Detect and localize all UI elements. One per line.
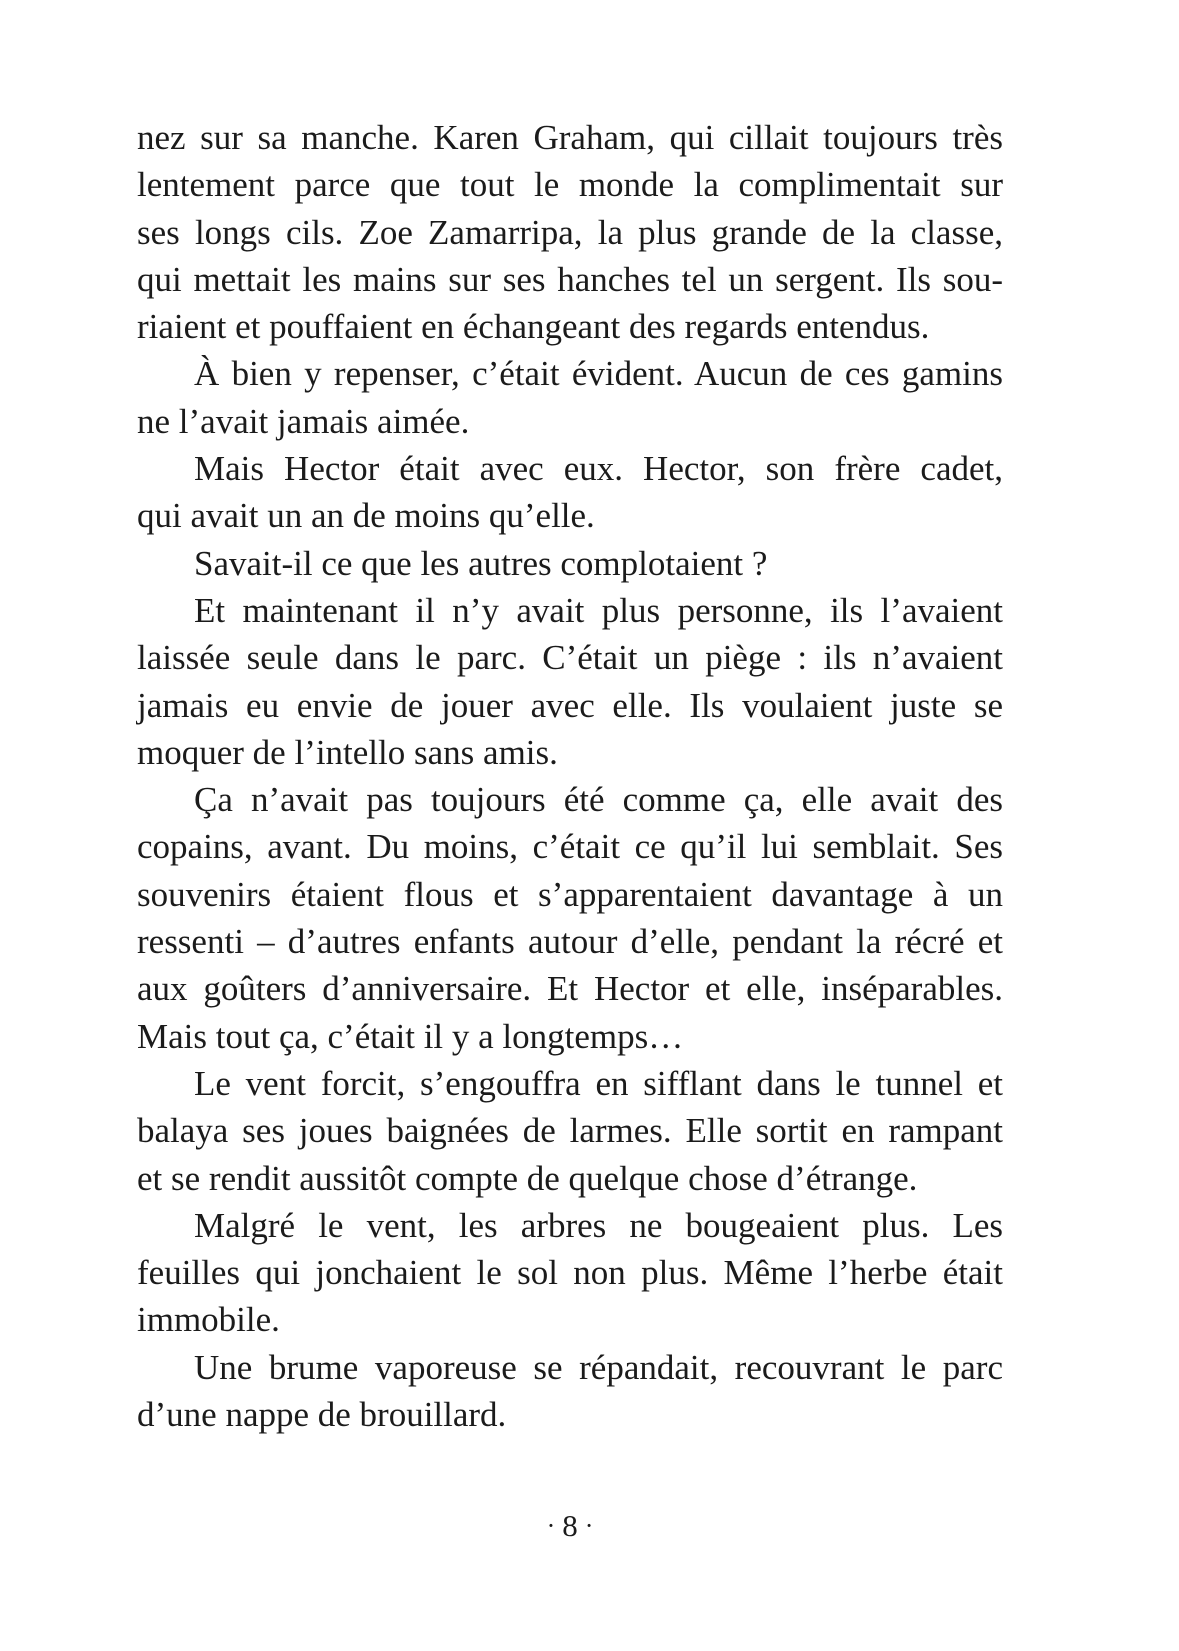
text-line: laissée seule dans le parc. C’était un piège : ils n’avaient	[137, 638, 1003, 678]
text-line: copains, avant. Du moins, c’était ce qu’il lui semblait. Ses	[137, 827, 1003, 867]
text-line: Ça n’avait pas toujours été comme ça, elle avait des	[194, 780, 1003, 820]
text-line: aux goûters d’anniversaire. Et Hector et elle, inséparables.	[137, 969, 1003, 1009]
text-line: riaient et pouffaient en échangeant des regards entendus.	[137, 307, 930, 347]
text-line: Savait-il ce que les autres complotaient ?	[194, 543, 768, 583]
text-line: nez sur sa manche. Karen Graham, qui cillait toujours très	[137, 118, 1003, 157]
text-line: À bien y repenser, c’était évident. Aucun de ces gamins	[194, 354, 1003, 394]
text-line: Mais Hector était avec eux. Hector, son frère cadet,	[194, 449, 1003, 489]
text-line: et se rendit aussitôt compte de quelque chose d’étrange.	[137, 1158, 918, 1198]
text-line: balaya ses joues baignées de larmes. Elle sortit en rampant	[137, 1111, 1003, 1151]
page-text	[137, 114, 1003, 1438]
page-number: 8	[562, 1508, 578, 1543]
page-footer	[137, 1510, 1003, 1542]
page-number-right-dot: ·	[584, 1511, 594, 1540]
text-line: Le vent forcit, s’engouffra en sifflant dans le tunnel et	[194, 1063, 1003, 1103]
text-line: Et maintenant il n’y avait plus personne, ils l’avaient	[194, 590, 1003, 630]
text-line: moquer de l’intello sans amis.	[137, 732, 558, 772]
text-line: ne l’avait jamais aimée.	[137, 401, 470, 441]
text-line: d’une nappe de brouillard.	[137, 1395, 507, 1435]
text-line: feuilles qui jonchaient le sol non plus. Même l’herbe était	[137, 1253, 1003, 1293]
text-line: immobile.	[137, 1300, 280, 1340]
text-line: souvenirs étaient flous et s’apparentaient davantage à un	[137, 874, 1003, 914]
text-line: ses longs cils. Zoe Zamarripa, la plus grande de la classe,	[137, 212, 1003, 252]
text-line: Mais tout ça, c’était il y a longtemps…	[137, 1016, 684, 1056]
text-line: qui avait un an de moins qu’elle.	[137, 496, 595, 536]
page-number-left-dot: ·	[546, 1511, 556, 1540]
text-line: ressenti – d’autres enfants autour d’elle, pendant la récré et	[137, 922, 1003, 962]
text-line: lentement parce que tout le monde la complimentait sur	[137, 165, 1003, 205]
text-line: jamais eu envie de jouer avec elle. Ils voulaient juste se	[137, 685, 1003, 725]
text-line: qui mettait les mains sur ses hanches tel un sergent. Ils sou-	[137, 259, 1003, 299]
text-line: Malgré le vent, les arbres ne bougeaient plus. Les	[194, 1205, 1003, 1245]
text-line: Une brume vaporeuse se répandait, recouvrant le parc	[194, 1347, 1003, 1387]
